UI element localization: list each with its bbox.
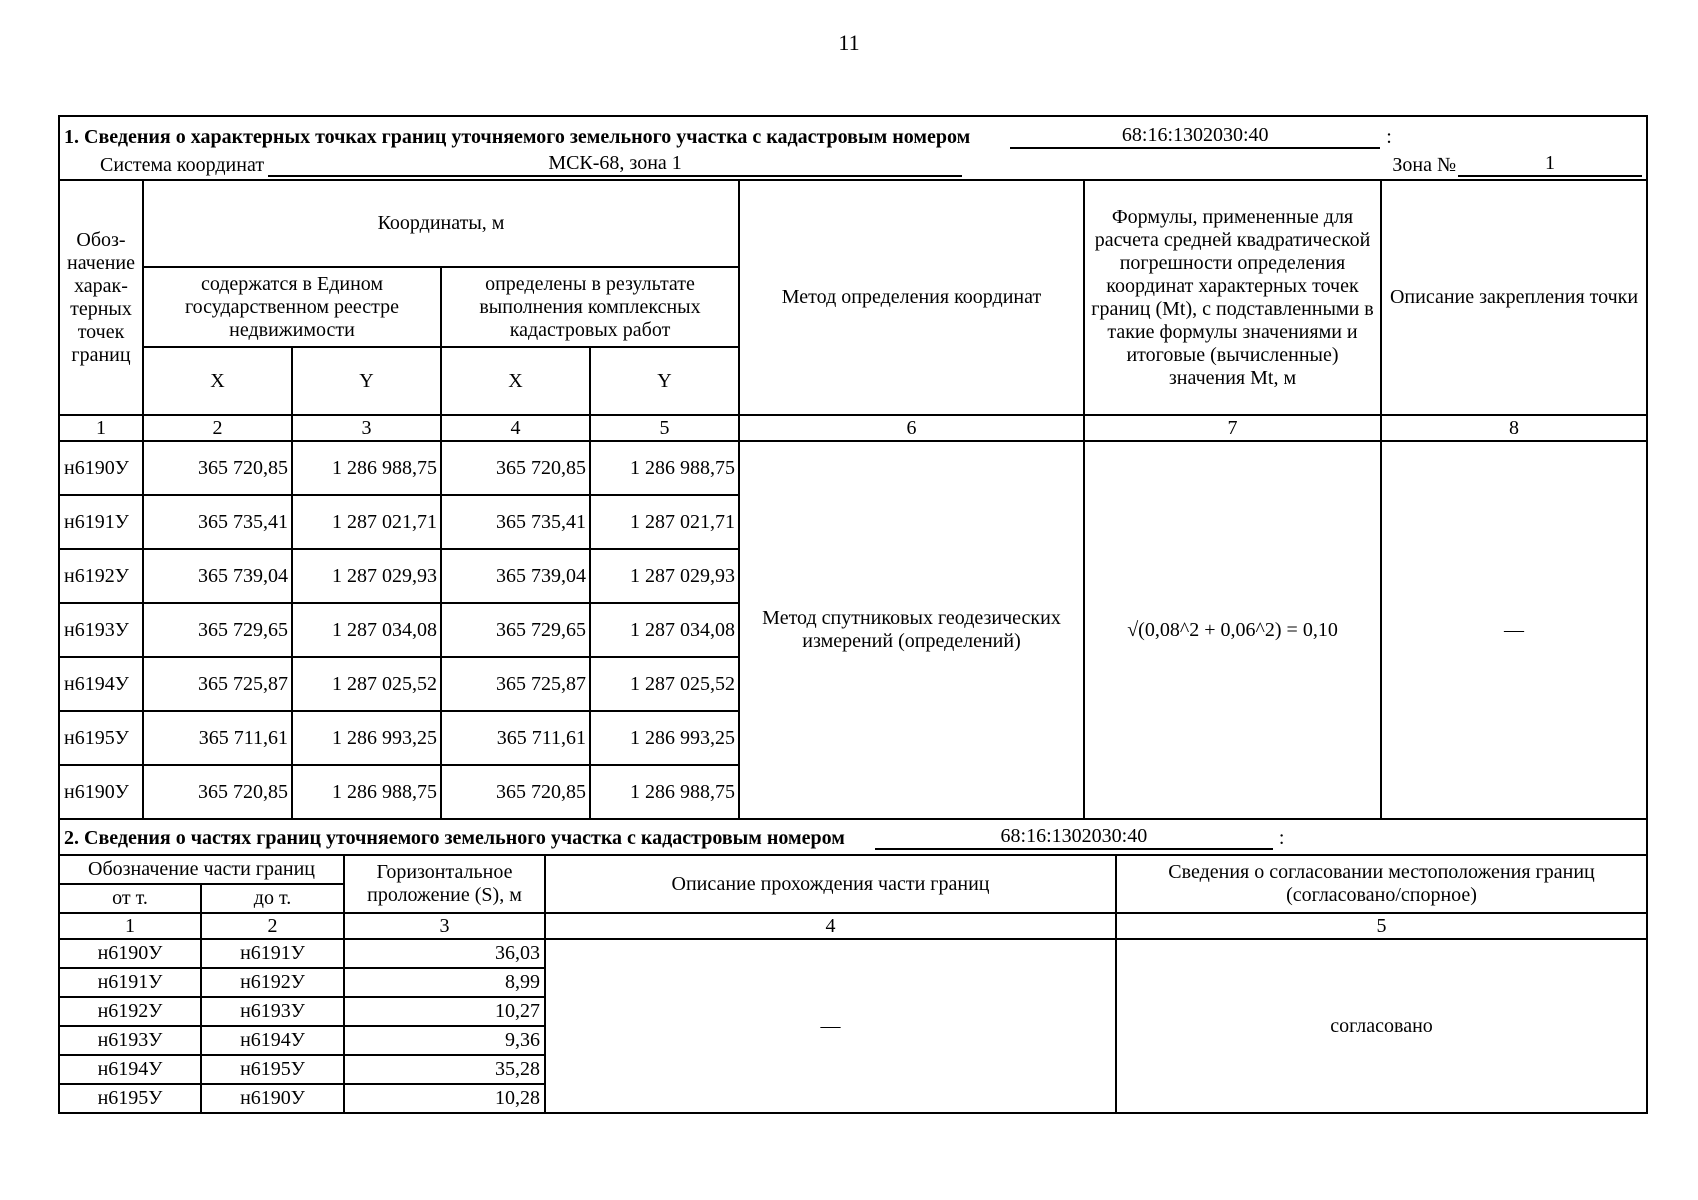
- header-y-kkr: Y: [590, 347, 739, 415]
- part-to: н6193У: [201, 997, 344, 1026]
- part-from: н6192У: [59, 997, 201, 1026]
- coord-y2: 1 287 034,08: [590, 603, 739, 657]
- part-to: н6194У: [201, 1026, 344, 1055]
- point-id: н6193У: [59, 603, 143, 657]
- part-from: н6191У: [59, 968, 201, 997]
- part-to: н6192У: [201, 968, 344, 997]
- part-length: 36,03: [344, 939, 545, 968]
- point-id: н6192У: [59, 549, 143, 603]
- header-length: Горизонтальное проложение (S), м: [344, 855, 545, 913]
- col-number: 5: [1116, 913, 1647, 939]
- col-number: 6: [739, 415, 1084, 441]
- col-number: 2: [143, 415, 292, 441]
- coord-x1: 365 735,41: [143, 495, 292, 549]
- point-id: н6195У: [59, 711, 143, 765]
- point-id: н6190У: [59, 441, 143, 495]
- coord-x2: 365 739,04: [441, 549, 590, 603]
- part-from: н6193У: [59, 1026, 201, 1055]
- formula-value: √(0,08^2 + 0,06^2) = 0,10: [1084, 441, 1381, 819]
- section2-cadastral-number: 68:16:1302030:40: [875, 825, 1273, 850]
- header-x-kkr: X: [441, 347, 590, 415]
- coord-y2: 1 287 021,71: [590, 495, 739, 549]
- section1-header: [59, 116, 1647, 180]
- col-number: 3: [344, 913, 545, 939]
- coord-y1: 1 287 034,08: [292, 603, 441, 657]
- part-to: н6190У: [201, 1084, 344, 1113]
- section1-title: 1. Сведения о характерных точках границ уточняемого земельного участка с кадастровым номером: [64, 126, 971, 148]
- boundary-points-table: [58, 115, 1648, 820]
- header-y-egrn: Y: [292, 347, 441, 415]
- coord-x1: 365 720,85: [143, 441, 292, 495]
- col-number: 5: [590, 415, 739, 441]
- col-number: 7: [1084, 415, 1381, 441]
- coord-x2: 365 725,87: [441, 657, 590, 711]
- document-body: [58, 115, 1646, 1114]
- part-to: н6191У: [201, 939, 344, 968]
- col-number: 8: [1381, 415, 1647, 441]
- part-length: 10,28: [344, 1084, 545, 1113]
- coord-y1: 1 286 988,75: [292, 765, 441, 819]
- page-number: 11: [838, 30, 860, 55]
- coord-y2: 1 286 993,25: [590, 711, 739, 765]
- part-length: 9,36: [344, 1026, 545, 1055]
- coord-x1: 365 739,04: [143, 549, 292, 603]
- col-number: 1: [59, 913, 201, 939]
- coord-system-value: МСК-68, зона 1: [268, 152, 962, 177]
- col-number: 4: [545, 913, 1116, 939]
- col-number: 1: [59, 415, 143, 441]
- section2-title: 2. Сведения о частях границ уточняемого земельного участка с кадастровым номером: [64, 826, 845, 849]
- fixing-value: —: [1381, 441, 1647, 819]
- point-id: н6191У: [59, 495, 143, 549]
- coord-x2: 365 729,65: [441, 603, 590, 657]
- part-from: н6194У: [59, 1055, 201, 1084]
- point-id: н6194У: [59, 657, 143, 711]
- header-coordinates: Координаты, м: [143, 180, 739, 267]
- agreement-value: согласовано: [1116, 939, 1647, 1113]
- coord-y1: 1 287 025,52: [292, 657, 441, 711]
- coord-y1: 1 287 021,71: [292, 495, 441, 549]
- section1-cadastral-number: 68:16:1302030:40: [1010, 124, 1380, 149]
- part-to: н6195У: [201, 1055, 344, 1084]
- coord-y2: 1 287 029,93: [590, 549, 739, 603]
- coord-x1: 365 720,85: [143, 765, 292, 819]
- zone-label: Зона №: [1392, 154, 1457, 176]
- coord-x2: 365 720,85: [441, 441, 590, 495]
- part-from: н6190У: [59, 939, 201, 968]
- coord-x2: 365 711,61: [441, 711, 590, 765]
- col-number: 4: [441, 415, 590, 441]
- coord-y2: 1 286 988,75: [590, 441, 739, 495]
- coord-x1: 365 711,61: [143, 711, 292, 765]
- part-from: н6195У: [59, 1084, 201, 1113]
- header-kkr: определены в результате выполнения комплексных кадастровых работ: [441, 267, 739, 347]
- header-agreement: Сведения о согласовании местоположения границ (согласовано/спорное): [1116, 855, 1647, 913]
- header-method: Метод определения координат: [739, 180, 1084, 415]
- header-to: до т.: [201, 884, 344, 913]
- part-length: 35,28: [344, 1055, 545, 1084]
- part-length: 8,99: [344, 968, 545, 997]
- coord-y1: 1 286 993,25: [292, 711, 441, 765]
- zone-value: 1: [1458, 152, 1642, 177]
- coord-x1: 365 729,65: [143, 603, 292, 657]
- coord-y2: 1 286 988,75: [590, 765, 739, 819]
- section2-header: [59, 819, 1647, 855]
- table-row: [59, 939, 1647, 968]
- header-from: от т.: [59, 884, 201, 913]
- part-length: 10,27: [344, 997, 545, 1026]
- boundary-parts-table: [58, 818, 1648, 1114]
- header-part-designation: Обозначение части границ: [59, 855, 344, 884]
- header-formulas: Формулы, примененные для расчета средней квадратической погрешности определения координат характерных точек границ (Mt), с подставленными в такие формулы значениями и итоговые (вычисленные) значения Mt, м: [1084, 180, 1381, 415]
- point-id: н6190У: [59, 765, 143, 819]
- coord-y1: 1 287 029,93: [292, 549, 441, 603]
- coord-system-label: Система координат: [100, 154, 265, 176]
- method-value: Метод спутниковых геодезических измерений (определений): [739, 441, 1084, 819]
- coord-y2: 1 287 025,52: [590, 657, 739, 711]
- coord-x2: 365 720,85: [441, 765, 590, 819]
- header-x-egrn: X: [143, 347, 292, 415]
- header-egrn: содержатся в Едином государственном реестре недвижимости: [143, 267, 441, 347]
- header-description: Описание прохождения части границ: [545, 855, 1116, 913]
- header-fixing: Описание закрепления точки: [1381, 180, 1647, 415]
- coord-x2: 365 735,41: [441, 495, 590, 549]
- header-designation: Обоз- начение харак- терных точек границ: [59, 180, 143, 415]
- section2-colon: :: [1278, 826, 1285, 849]
- description-value: —: [545, 939, 1116, 1113]
- coord-y1: 1 286 988,75: [292, 441, 441, 495]
- col-number: 2: [201, 913, 344, 939]
- col-number: 3: [292, 415, 441, 441]
- coord-x1: 365 725,87: [143, 657, 292, 711]
- table-row: [59, 441, 1647, 495]
- section1-colon: :: [1386, 126, 1392, 148]
